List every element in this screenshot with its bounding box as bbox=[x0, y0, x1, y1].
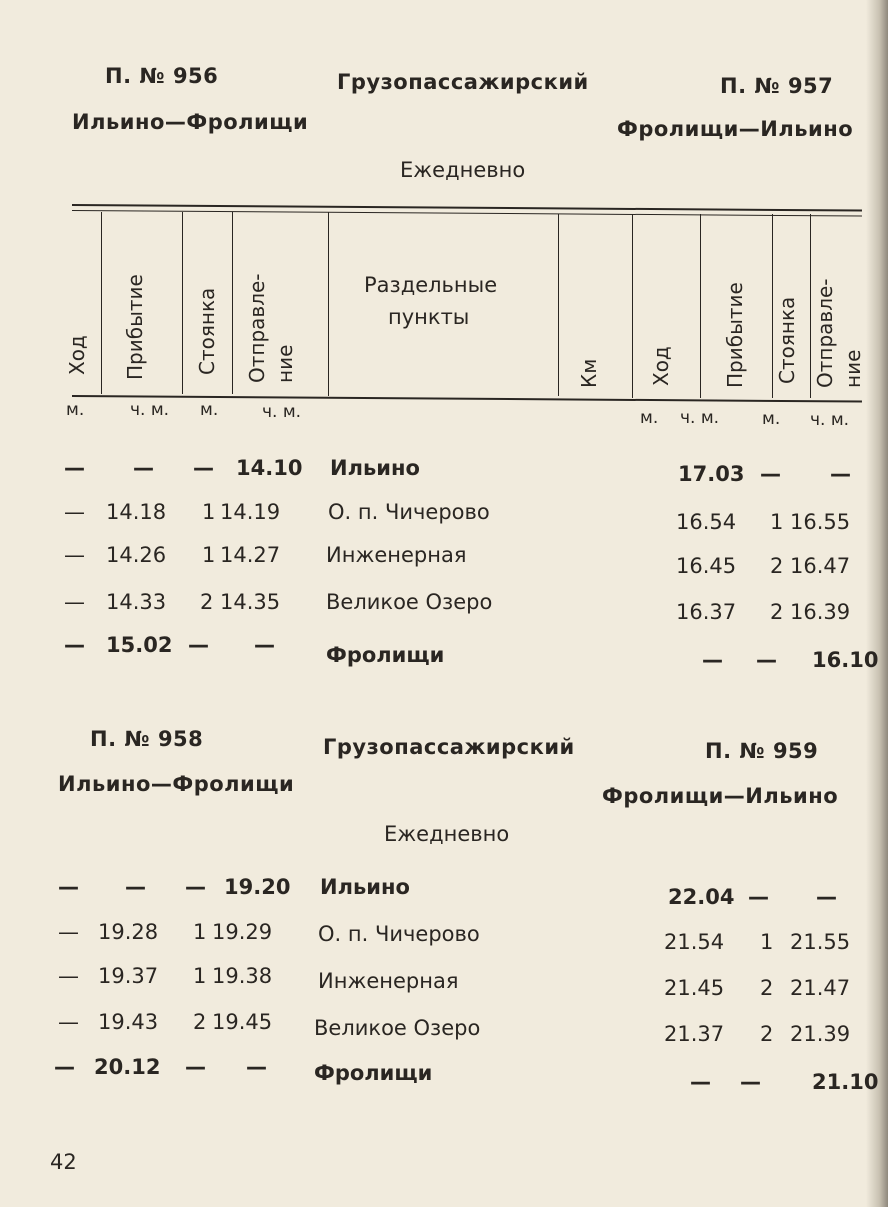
train-956-number: П. № 956 bbox=[105, 64, 219, 88]
route-959: Фролищи—Ильино bbox=[602, 784, 839, 808]
unit-hod-left: м. bbox=[66, 400, 85, 420]
col-stop-right: Стоянка bbox=[775, 296, 799, 384]
unit-arr-right: ч. м. bbox=[680, 408, 720, 428]
route-958: Ильино—Фролищи bbox=[58, 772, 295, 796]
col-dep-right-2: ние bbox=[841, 349, 865, 388]
unit-dep-left: ч. м. bbox=[262, 402, 302, 422]
train-type-1: Грузопассажирский bbox=[337, 70, 589, 94]
unit-stop-right: м. bbox=[762, 409, 781, 429]
col-dep-right-1: Отправле- bbox=[813, 278, 837, 388]
train-type-2: Грузопассажирский bbox=[323, 735, 575, 759]
unit-hod-right: м. bbox=[640, 408, 659, 428]
table-row: — 14.26 1 14.27 Инженерная 16.45 2 16.47 bbox=[64, 543, 851, 578]
table-row: — 15.02 — — Фролищи — — 16.10 bbox=[64, 633, 879, 672]
col-stations-2: пункты bbox=[388, 305, 470, 329]
table-row: — 19.28 1 19.29 О. п. Чичерово 21.54 1 21.55 bbox=[58, 920, 851, 954]
page-number: 42 bbox=[50, 1150, 77, 1174]
route-956: Ильино—Фролищи bbox=[72, 110, 309, 134]
table-row: — 20.12 — — Фролищи — — 21.10 bbox=[54, 1055, 879, 1094]
table-row: — 19.43 2 19.45 Великое Озеро 21.37 2 21.39 bbox=[58, 1010, 851, 1046]
unit-dep-right: ч. м. bbox=[810, 410, 850, 430]
col-km: Км bbox=[577, 358, 601, 388]
table-row: — 14.18 1 14.19 О. п. Чичерово 16.54 1 16.55 bbox=[64, 500, 851, 534]
train-957-number: П. № 957 bbox=[720, 74, 834, 98]
col-hod-right: Ход bbox=[649, 346, 673, 386]
col-arrival-right: Прибытие bbox=[723, 282, 747, 388]
col-stations-1: Раздельные bbox=[364, 273, 498, 297]
table-row: — — — 19.20 Ильино 22.04 — — bbox=[58, 875, 837, 909]
col-arrival-left: Прибытие bbox=[123, 274, 147, 380]
table-row: — — — 14.10 Ильино 17.03 — — bbox=[64, 456, 851, 486]
col-dep-left-1: Отправле- bbox=[245, 273, 269, 383]
unit-stop-left: м. bbox=[200, 400, 219, 420]
unit-arr-left: ч. м. bbox=[130, 400, 170, 420]
table-row: — 19.37 1 19.38 Инженерная 21.45 2 21.47 bbox=[58, 964, 851, 1000]
frequency-1: Ежедневно bbox=[400, 158, 526, 182]
col-hod-left: Ход bbox=[65, 335, 89, 375]
table-row: — 14.33 2 14.35 Великое Озеро 16.37 2 16.39 bbox=[64, 590, 851, 624]
route-957: Фролищи—Ильино bbox=[617, 117, 854, 141]
frequency-2: Ежедневно bbox=[384, 822, 510, 846]
col-dep-left-2: ние bbox=[273, 344, 297, 383]
train-958-number: П. № 958 bbox=[90, 727, 204, 751]
col-stop-left: Стоянка bbox=[195, 287, 219, 375]
train-959-number: П. № 959 bbox=[705, 739, 819, 763]
